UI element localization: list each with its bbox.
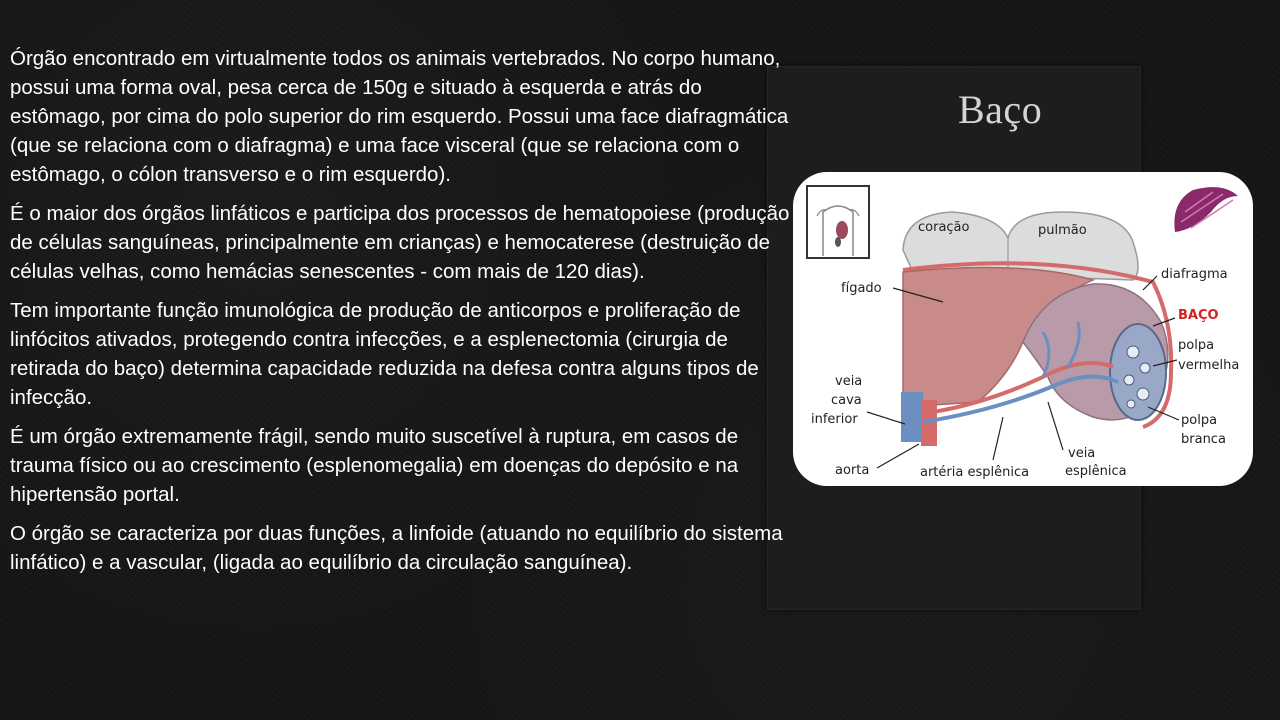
spleen-anatomy-diagram [793, 172, 1253, 486]
label-veia-cava-3: inferior [811, 412, 858, 427]
label-figado: fígado [841, 281, 882, 296]
label-coracao: coração [918, 220, 970, 235]
label-aorta: aorta [835, 463, 870, 478]
paragraph-3: Tem importante função imunológica de produção de anticorpos e proliferação de linfócitos ativados, protegendo contra infecções, e a esplenectomia (cirurgia de retirada do baço) determina capacidade reduzida na defesa contra alguns tipos de infecção. [10, 299, 759, 409]
label-veia-esplenica-1: veia [1068, 446, 1096, 461]
label-polpa-vermelha-1: polpa [1178, 338, 1215, 353]
slide-title: Baço [958, 87, 1043, 132]
slide-body [10, 44, 795, 587]
label-pulmao: pulmão [1038, 223, 1087, 238]
label-veia-esplenica-2: esplênica [1065, 464, 1127, 479]
label-polpa-branca-1: polpa [1181, 413, 1218, 428]
paragraph-2: É o maior dos órgãos linfáticos e participa dos processos de hematopoiese (produção de células sanguíneas, principalmente em crianças) e hemocaterese (destruição de células velhas, como hemácias senescentes - com mais de 120 dias). [10, 202, 790, 283]
label-baco: BAÇO [1178, 308, 1219, 323]
label-arteria-esplenica: artéria esplênica [920, 465, 1030, 480]
torso-thumbnail-icon [807, 186, 869, 258]
paragraph-1: Órgão encontrado em virtualmente todos os animais vertebrados. No corpo humano, possui uma forma oval, pesa cerca de 150g e situado à esquerda e atrás do estômago, por cima do polo superior do rim esquerdo. Possui uma face diafragmática (que se relaciona com o diafragma) e uma face visceral (que se relaciona com o estômago, o cólon transverso e o rim esquerdo). [10, 47, 789, 186]
label-diafragma: diafragma [1161, 267, 1228, 282]
label-veia-cava-1: veia [835, 374, 863, 389]
spleen-anatomy-illustration [793, 172, 1253, 486]
spleen-icon [1174, 187, 1238, 232]
paragraph-4: É um órgão extremamente frágil, sendo muito suscetível à ruptura, em casos de trauma físico ou ao crescimento (esplenomegalia) em doenças do depósito e na hipertensão portal. [10, 425, 739, 506]
label-veia-cava-2: cava [831, 393, 862, 408]
label-polpa-vermelha-2: vermelha [1178, 358, 1240, 373]
label-polpa-branca-2: branca [1181, 432, 1226, 447]
paragraph-5: O órgão se caracteriza por duas funções, a linfoide (atuando no equilíbrio do sistema linfático) e a vascular, (ligada ao equilíbrio da circulação sanguínea). [10, 522, 783, 574]
